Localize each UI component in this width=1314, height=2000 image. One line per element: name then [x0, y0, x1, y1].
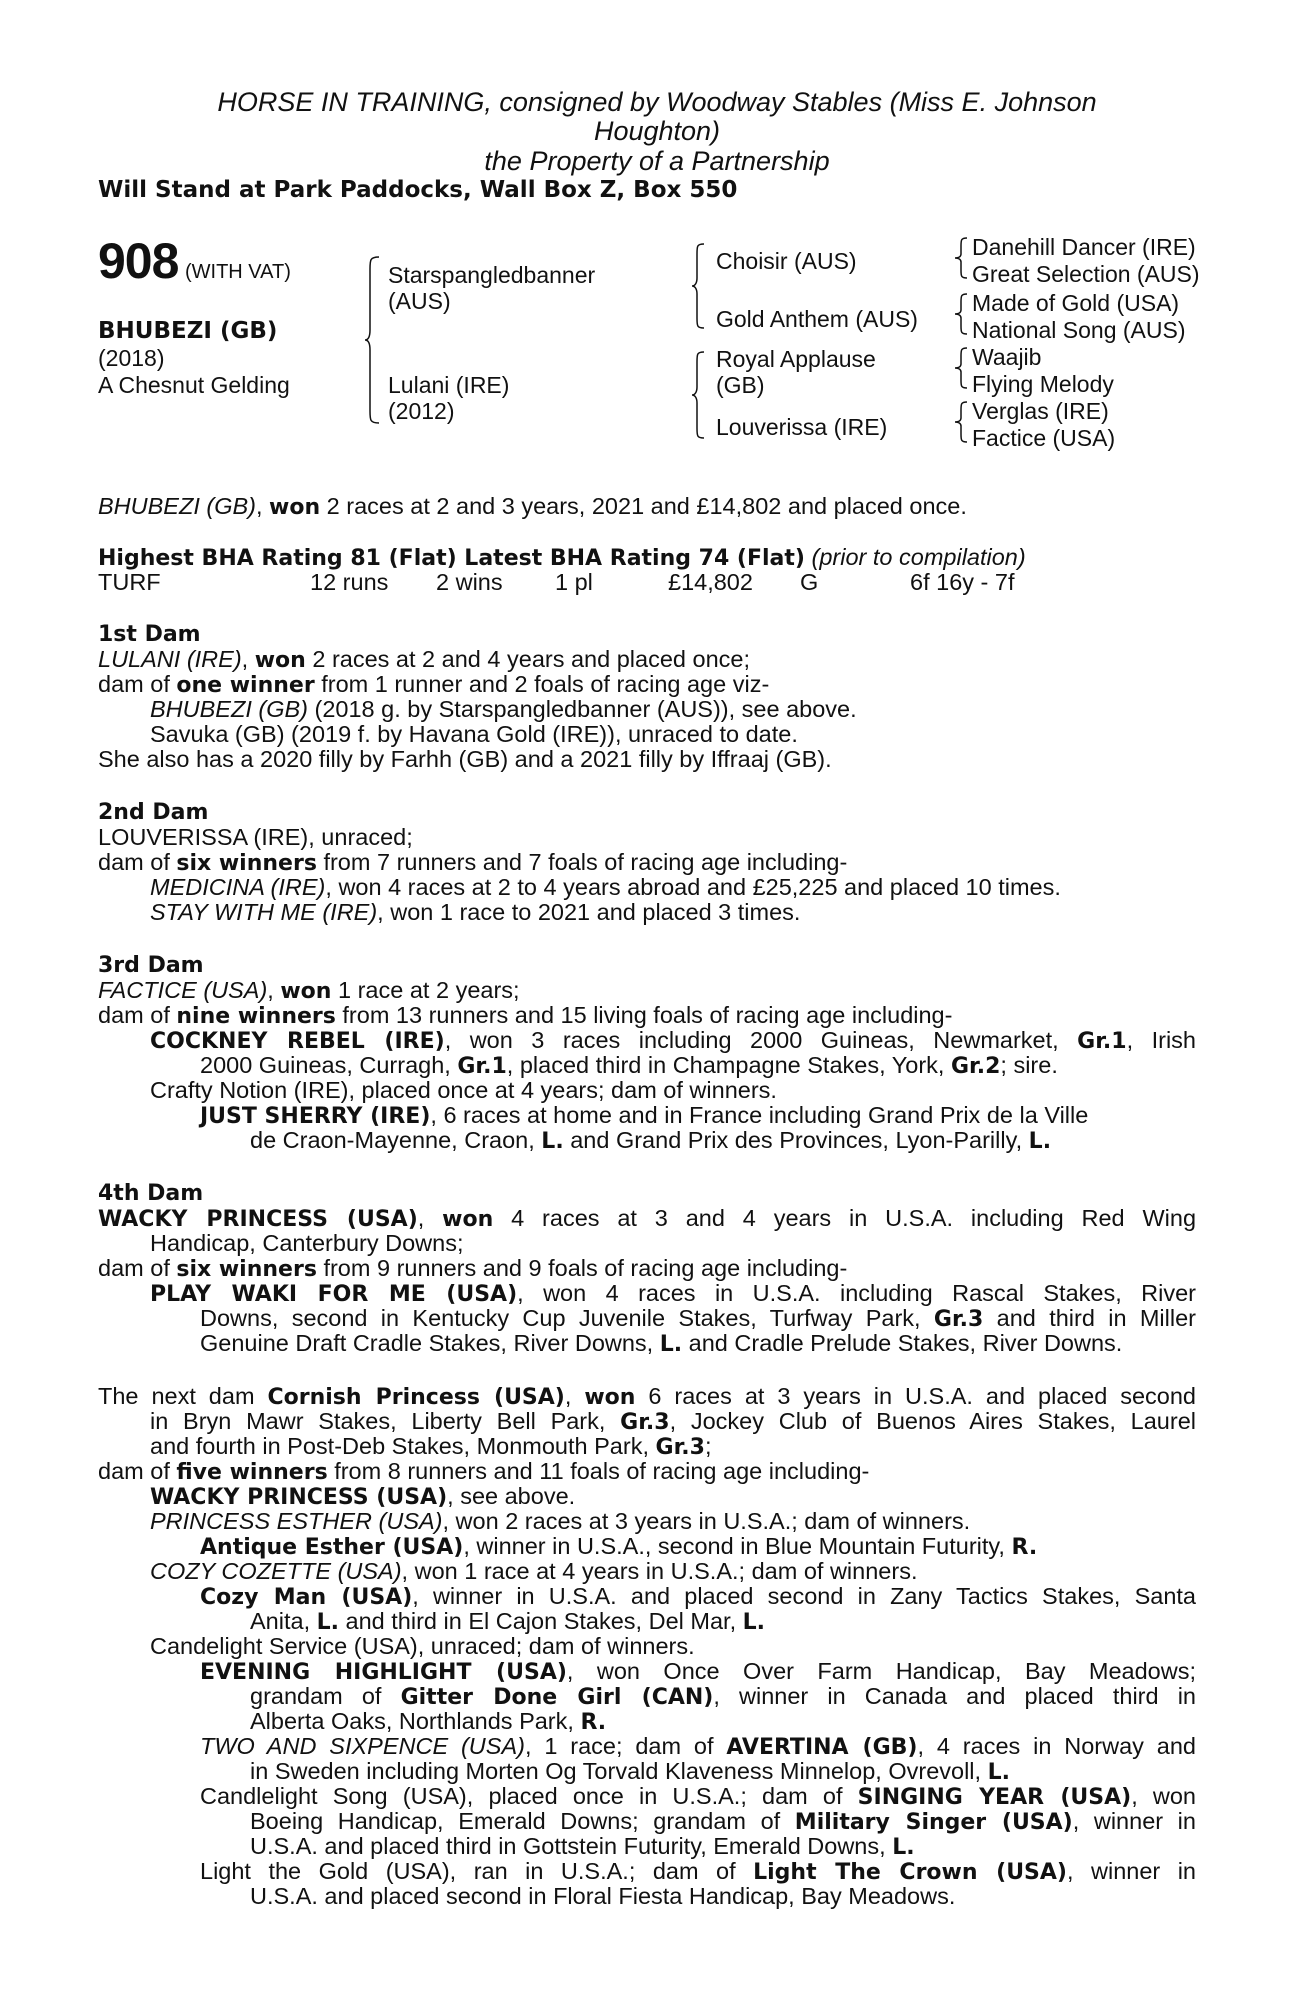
produce-item-cont: de Craon-Mayenne, Craon, L. and Grand Prix des Provinces, Lyon-Parilly, L. — [250, 1127, 1052, 1154]
produce-item: TWO AND SIXPENCE (USA), 1 race; dam of AVERTINA (GB), 4 races in Norway and — [200, 1733, 1196, 1760]
third-dam-produce: dam of nine winners from 13 runners and 15 living foals of racing age including- — [98, 1002, 953, 1029]
first-dam-produce: dam of one winner from 1 runner and 2 foals of racing age viz- — [98, 671, 770, 698]
dam-sire-country: (GB) — [716, 372, 765, 398]
produce-item: COCKNEY REBEL (IRE), won 3 races including 2000 Guineas, Newmarket, Gr.1, Irish — [150, 1027, 1196, 1054]
third-dam-heading: 3rd Dam — [98, 953, 204, 978]
next-dam-line-cont: in Bryn Mawr Stakes, Liberty Bell Park, Gr.3, Jockey Club of Buenos Aires Stakes, Laurel — [150, 1408, 1196, 1435]
next-dam-line-cont: and fourth in Post-Deb Stakes, Monmouth Park, Gr.3; — [150, 1433, 712, 1460]
fourth-dam-line-cont: Handicap, Canterbury Downs; — [150, 1230, 464, 1256]
produce-item-cont: Boeing Handicap, Emerald Downs; grandam of Military Singer (USA), winner in — [250, 1808, 1196, 1835]
dam-sire: Royal Applause — [716, 346, 876, 372]
produce-item-cont: Anita, L. and third in El Cajon Stakes, Del Mar, L. — [250, 1608, 766, 1635]
summary-line: BHUBEZI (GB), won 2 races at 2 and 3 years, 2021 and £14,802 and placed once. — [98, 493, 967, 520]
first-dam-heading: 1st Dam — [98, 622, 201, 647]
vat-note: (WITH VAT) — [184, 261, 291, 283]
first-dam-line: LULANI (IRE), won 2 races at 2 and 4 years and placed once; — [98, 646, 750, 673]
horse-year: (2018) — [98, 345, 165, 371]
sire-name: Starspangledbanner — [388, 262, 596, 288]
produce-item: JUST SHERRY (IRE), 6 races at home and in France including Grand Prix de la Ville — [200, 1102, 1089, 1129]
sire-sire-sire: Danehill Dancer (IRE) — [972, 234, 1196, 260]
sire-dam-brace — [365, 255, 381, 425]
ss-brace — [955, 236, 969, 280]
record-going: G — [800, 569, 819, 595]
record-placed: 1 pl — [555, 569, 593, 595]
produce-item-cont: U.S.A. and placed second in Floral Fiesta Handicap, Bay Meadows. — [250, 1883, 956, 1909]
horse-name: BHUBEZI (GB) — [98, 318, 278, 344]
sire-parents-brace — [692, 242, 706, 330]
first-dam-note: She also has a 2020 filly by Farhh (GB) and a 2021 filly by Iffraaj (GB). — [98, 746, 832, 772]
produce-item: Candelight Service (USA), unraced; dam of winners. — [150, 1633, 695, 1659]
fourth-dam-line: WACKY PRINCESS (USA), won 4 races at 3 and 4 years in U.S.A. including Red Wing — [98, 1205, 1197, 1232]
second-dam-heading: 2nd Dam — [98, 800, 209, 825]
produce-item: Savuka (GB) (2019 f. by Havana Gold (IRE)), unraced to date. — [150, 721, 798, 747]
sire-dam-dam: National Song (AUS) — [972, 317, 1186, 343]
rating-line: Highest BHA Rating 81 (Flat) Latest BHA Rating 74 (Flat) (prior to compilation) — [98, 544, 1026, 571]
dam-year: (2012) — [388, 398, 455, 424]
third-dam-line: FACTICE (USA), won 1 race at 2 years; — [98, 977, 520, 1004]
record-wins: 2 wins — [436, 569, 503, 595]
produce-item: PRINCESS ESTHER (USA), won 2 races at 3 years in U.S.A.; dam of winners. — [150, 1508, 971, 1534]
produce-item: Candlelight Song (USA), placed once in U.S.A.; dam of SINGING YEAR (USA), won — [200, 1783, 1196, 1810]
produce-item-cont: Genuine Draft Cradle Stakes, River Downs, L. and Cradle Prelude Stakes, River Downs. — [200, 1330, 1123, 1357]
sd-brace — [955, 292, 969, 336]
fourth-dam-produce: dam of six winners from 9 runners and 9 foals of racing age including- — [98, 1255, 848, 1282]
stand-location: Will Stand at Park Paddocks, Wall Box Z, Box 550 — [98, 177, 738, 203]
ds-brace — [955, 346, 969, 390]
second-dam-line: LOUVERISSA (IRE), unraced; — [98, 824, 413, 850]
dam-sire-sire: Waajib — [972, 344, 1042, 370]
dam-dam: Louverissa (IRE) — [716, 414, 888, 440]
next-dam-line: The next dam Cornish Princess (USA), won 6 races at 3 years in U.S.A. and placed second — [98, 1383, 1196, 1410]
sire-dam-sire: Made of Gold (USA) — [972, 290, 1180, 316]
title-line-2: Houghton) — [593, 116, 721, 146]
produce-item-cont: U.S.A. and placed third in Gottstein Futurity, Emerald Downs, L. — [250, 1833, 915, 1860]
second-dam-produce: dam of six winners from 7 runners and 7 foals of racing age including- — [98, 849, 848, 876]
title-line-3: the Property of a Partnership — [484, 146, 830, 176]
sire-country: (AUS) — [388, 288, 451, 314]
produce-item: Cozy Man (USA), winner in U.S.A. and placed second in Zany Tactics Stakes, Santa — [200, 1583, 1196, 1610]
produce-item-cont: Downs, second in Kentucky Cup Juvenile Stakes, Turfway Park, Gr.3 and third in Miller — [200, 1305, 1196, 1332]
produce-item: EVENING HIGHLIGHT (USA), won Once Over Farm Handicap, Bay Meadows; — [200, 1658, 1197, 1685]
record-runs: 12 runs — [310, 569, 389, 595]
produce-item: BHUBEZI (GB) (2018 g. by Starspangledbanner (AUS)), see above. — [150, 696, 857, 722]
produce-item-cont: grandam of Gitter Done Girl (CAN), winner in Canada and placed third in — [250, 1683, 1196, 1710]
record-surface: TURF — [98, 569, 161, 595]
sire-sire-dam: Great Selection (AUS) — [972, 261, 1200, 287]
horse-description: A Chesnut Gelding — [98, 372, 290, 398]
record-distance: 6f 16y - 7f — [910, 569, 1015, 595]
dam-dam-sire: Verglas (IRE) — [972, 398, 1109, 424]
produce-item-cont: Alberta Oaks, Northlands Park, R. — [250, 1708, 607, 1735]
next-dam-produce: dam of five winners from 8 runners and 11 foals of racing age including- — [98, 1458, 870, 1485]
produce-item: MEDICINA (IRE), won 4 races at 2 to 4 years abroad and £25,225 and placed 10 times. — [150, 874, 1061, 900]
produce-item-cont: in Sweden including Morten Og Torvald Klaveness Minnelop, Ovrevoll, L. — [250, 1758, 1010, 1785]
dam-dam-dam: Factice (USA) — [972, 425, 1116, 451]
sire-dam: Gold Anthem (AUS) — [716, 306, 918, 332]
lot-number: 908 — [98, 233, 179, 289]
produce-item: Crafty Notion (IRE), placed once at 4 years; dam of winners. — [150, 1077, 777, 1103]
produce-item: WACKY PRINCESS (USA), see above. — [150, 1483, 576, 1510]
produce-item: COZY COZETTE (USA), won 1 race at 4 years in U.S.A.; dam of winners. — [150, 1558, 918, 1584]
produce-item: PLAY WAKI FOR ME (USA), won 4 races in U.S.A. including Rascal Stakes, River — [150, 1280, 1197, 1307]
dd-brace — [955, 400, 969, 444]
sire-sire: Choisir (AUS) — [716, 248, 857, 274]
dam-name: Lulani (IRE) — [388, 372, 510, 398]
dam-parents-brace — [692, 350, 706, 440]
dam-sire-dam: Flying Melody — [972, 371, 1114, 397]
produce-item: Antique Esther (USA), winner in U.S.A., second in Blue Mountain Futurity, R. — [200, 1533, 1038, 1560]
title-line-1: HORSE IN TRAINING, consigned by Woodway Stables (Miss E. Johnson — [217, 87, 1097, 117]
produce-item-cont: 2000 Guineas, Curragh, Gr.1, placed third in Champagne Stakes, York, Gr.2; sire. — [200, 1052, 1058, 1079]
fourth-dam-heading: 4th Dam — [98, 1181, 204, 1206]
record-earnings: £14,802 — [668, 569, 753, 595]
produce-item: Light the Gold (USA), ran in U.S.A.; dam of Light The Crown (USA), winner in — [200, 1858, 1196, 1885]
produce-item: STAY WITH ME (IRE), won 1 race to 2021 and placed 3 times. — [150, 899, 801, 925]
